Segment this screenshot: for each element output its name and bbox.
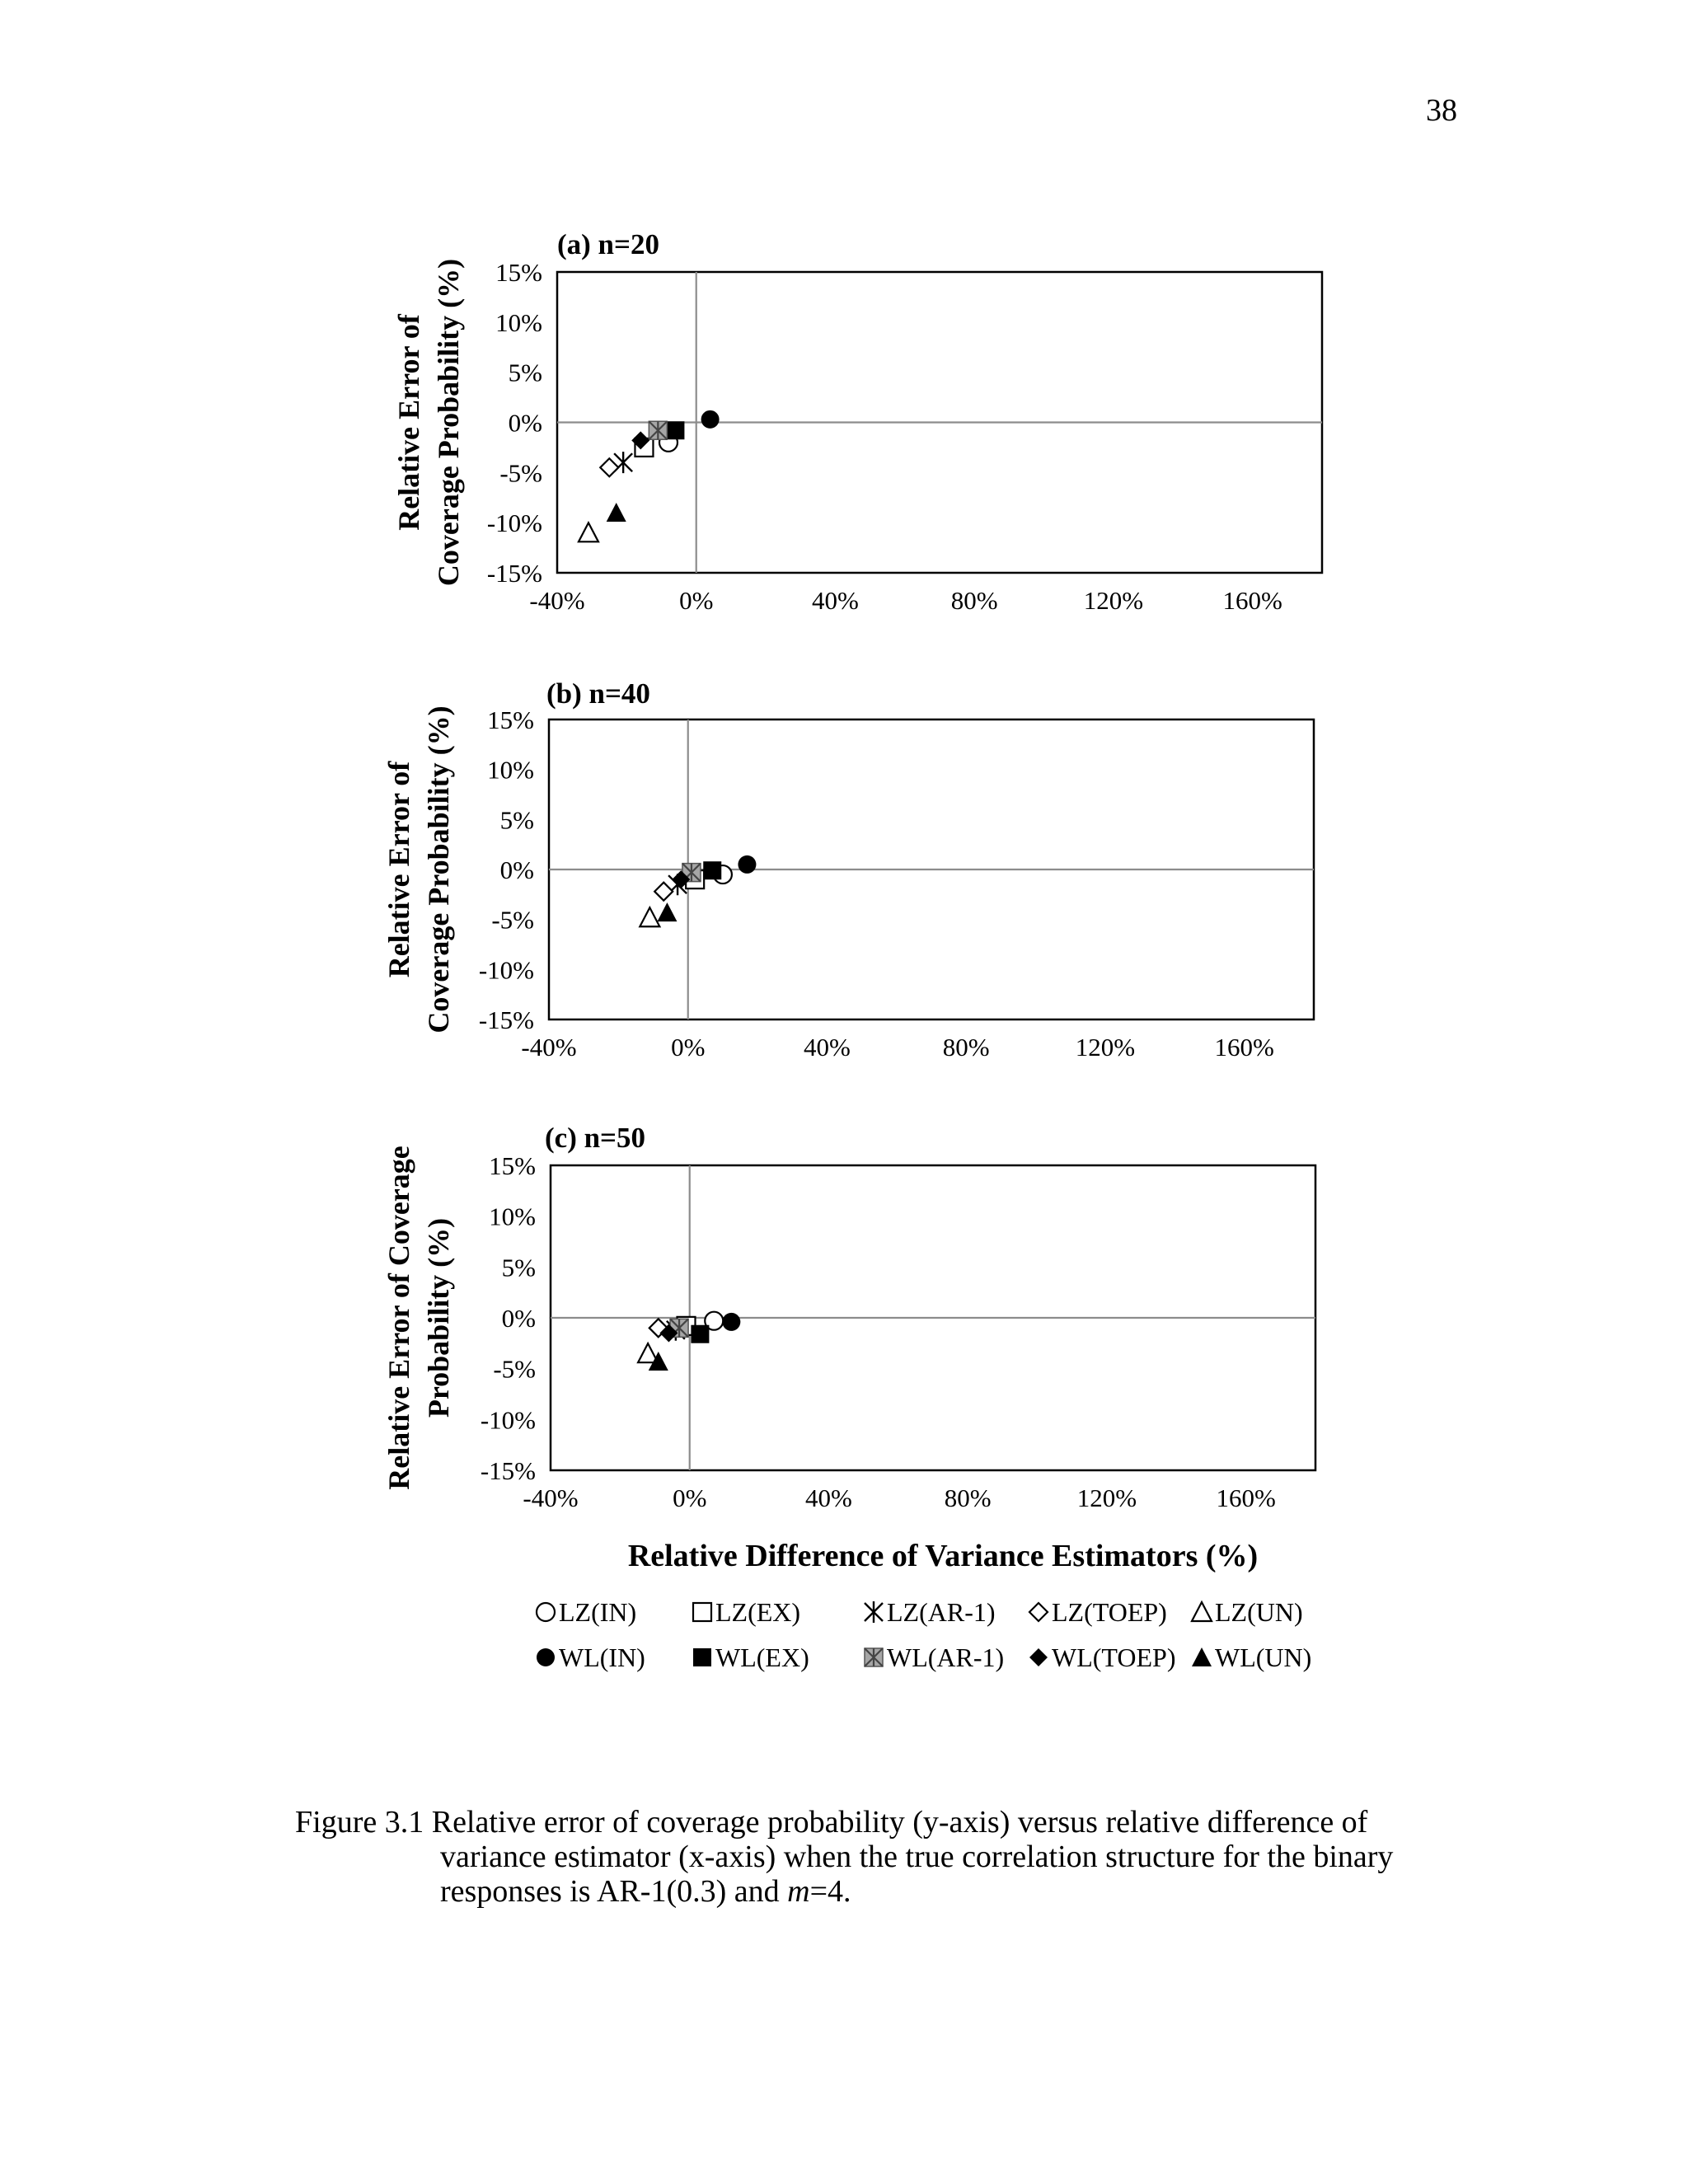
- legend-label: LZ(IN): [559, 1597, 637, 1627]
- y-tick-label: 5%: [499, 805, 534, 835]
- legend-label: WL(UN): [1215, 1643, 1312, 1672]
- y-axis-label: Relative Error of: [392, 314, 425, 531]
- x-tick-label: 80%: [944, 1483, 992, 1512]
- legend-marker-lz-ar-1: [865, 1601, 883, 1623]
- legend-label: LZ(EX): [715, 1597, 801, 1627]
- legend-item-wl-un: [1192, 1643, 1311, 1672]
- legend-item-wl-ex: [693, 1643, 809, 1672]
- panel-title: (a) n=20: [557, 228, 659, 260]
- x-tick-label: 120%: [1075, 1033, 1136, 1062]
- point-lz-toep: [600, 458, 618, 476]
- panel-title: (b) n=40: [546, 677, 650, 710]
- legend-label: WL(TOEP): [1052, 1643, 1176, 1672]
- y-tick-label: 0%: [508, 408, 542, 438]
- y-axis-label: Relative Error of Coverage: [382, 1146, 415, 1490]
- x-tick-label: -40%: [521, 1033, 577, 1062]
- y-tick-label: -5%: [499, 458, 542, 488]
- point-wl-ar-1: [649, 421, 667, 439]
- legend-marker-wl-toep: [1029, 1648, 1048, 1666]
- x-tick-label: 40%: [812, 586, 859, 615]
- x-tick-label: 120%: [1076, 1483, 1137, 1512]
- y-tick-label: -10%: [480, 1405, 536, 1435]
- point-wl-in: [738, 855, 756, 874]
- caption-label: Figure 3.1: [295, 1805, 424, 1840]
- caption-line-3: [295, 1874, 1449, 1909]
- y-axis-label: Relative Error of: [382, 761, 415, 978]
- point-lz-un: [579, 523, 598, 541]
- x-tick-label: 40%: [805, 1483, 852, 1512]
- y-tick-label: 5%: [508, 358, 542, 387]
- y-tick-label: -10%: [486, 509, 542, 538]
- point-wl-ex: [666, 421, 684, 439]
- caption-line-1: [295, 1805, 1449, 1840]
- y-tick-label: 5%: [501, 1253, 536, 1282]
- legend-marker-lz-un: [1192, 1602, 1212, 1621]
- legend-label: WL(IN): [559, 1643, 645, 1672]
- point-wl-in: [722, 1313, 740, 1331]
- x-tick-label: 40%: [804, 1033, 851, 1062]
- legend-item-wl-in: [537, 1643, 645, 1672]
- caption-text-3b: =4.: [809, 1874, 851, 1909]
- y-tick-label: 15%: [487, 705, 534, 734]
- point-wl-un: [607, 503, 626, 522]
- y-tick-label: 0%: [499, 855, 534, 884]
- y-tick-label: 15%: [489, 1151, 536, 1180]
- legend-label: WL(EX): [715, 1643, 809, 1672]
- point-wl-ex: [703, 861, 721, 879]
- legend-label: LZ(TOEP): [1052, 1597, 1167, 1627]
- legend-marker-lz-toep: [1029, 1603, 1048, 1621]
- legend-label: LZ(UN): [1215, 1597, 1303, 1627]
- y-axis-label: Coverage Probability (%): [432, 258, 465, 587]
- point-wl-ex: [691, 1325, 709, 1343]
- legend-marker-lz-ex: [693, 1603, 711, 1621]
- legend-item-lz-toep: [1029, 1597, 1167, 1627]
- point-lz-un: [640, 907, 659, 926]
- caption-text-1: Relative error of coverage probability (y-axis) versus relative difference of: [431, 1805, 1368, 1840]
- legend-label: LZ(AR-1): [887, 1597, 996, 1627]
- legend-marker-wl-ar-1: [865, 1648, 883, 1666]
- x-tick-label: 160%: [1216, 1483, 1276, 1512]
- x-tick-label: 160%: [1222, 586, 1282, 615]
- legend-item-lz-in: [537, 1597, 636, 1627]
- x-tick-label: -40%: [529, 586, 585, 615]
- figure-caption: [295, 1805, 1449, 1909]
- x-axis-label: Relative Difference of Variance Estimators (%): [627, 1539, 1259, 1573]
- x-tick-label: 80%: [942, 1033, 990, 1062]
- x-tick-label: 160%: [1214, 1033, 1274, 1062]
- point-lz-toep: [654, 883, 673, 901]
- y-tick-label: 15%: [495, 258, 542, 287]
- y-tick-label: -5%: [491, 905, 534, 935]
- x-tick-label: -40%: [523, 1483, 579, 1512]
- legend-item-wl-ar-1: [865, 1643, 1004, 1672]
- caption-m-italic: m: [787, 1874, 810, 1909]
- panel-a: [392, 228, 1322, 615]
- y-axis-label: Probability (%): [422, 1217, 455, 1418]
- caption-line-2: variance estimator (x-axis) when the true correlation structure for the binary: [440, 1840, 1394, 1874]
- x-tick-label: 120%: [1083, 586, 1144, 615]
- x-tick-label: 0%: [671, 1033, 706, 1062]
- y-axis-label: Coverage Probability (%): [422, 705, 455, 1033]
- y-tick-label: -15%: [478, 1005, 534, 1034]
- y-tick-label: -5%: [493, 1354, 536, 1384]
- legend-marker-wl-in: [537, 1648, 555, 1666]
- x-tick-label: 0%: [679, 586, 714, 615]
- legend: [537, 1597, 1311, 1672]
- legend-item-lz-ex: [693, 1597, 800, 1627]
- x-tick-label: 0%: [673, 1483, 707, 1512]
- y-tick-label: 10%: [495, 307, 542, 337]
- legend-marker-lz-in: [537, 1603, 555, 1621]
- legend-item-lz-un: [1192, 1597, 1303, 1627]
- legend-item-lz-ar-1: [865, 1597, 996, 1627]
- y-tick-label: 0%: [501, 1304, 536, 1333]
- legend-label: WL(AR-1): [887, 1643, 1005, 1672]
- y-tick-label: -15%: [486, 559, 542, 588]
- caption-text-3a: responses is AR-1(0.3) and: [440, 1874, 788, 1909]
- panel-c: [382, 1122, 1315, 1573]
- x-tick-label: 80%: [950, 586, 998, 615]
- y-tick-label: -15%: [480, 1456, 536, 1485]
- y-tick-label: 10%: [489, 1202, 536, 1231]
- panel-b: [382, 677, 1314, 1062]
- y-tick-label: -10%: [478, 955, 534, 985]
- page-number: 38: [1426, 93, 1457, 128]
- point-wl-un: [657, 902, 677, 921]
- legend-marker-wl-ex: [693, 1648, 711, 1666]
- y-tick-label: 10%: [487, 755, 534, 785]
- point-wl-in: [701, 410, 720, 429]
- panel-title: (c) n=50: [545, 1122, 646, 1154]
- legend-marker-wl-un: [1192, 1647, 1212, 1666]
- legend-item-wl-toep: [1029, 1643, 1175, 1672]
